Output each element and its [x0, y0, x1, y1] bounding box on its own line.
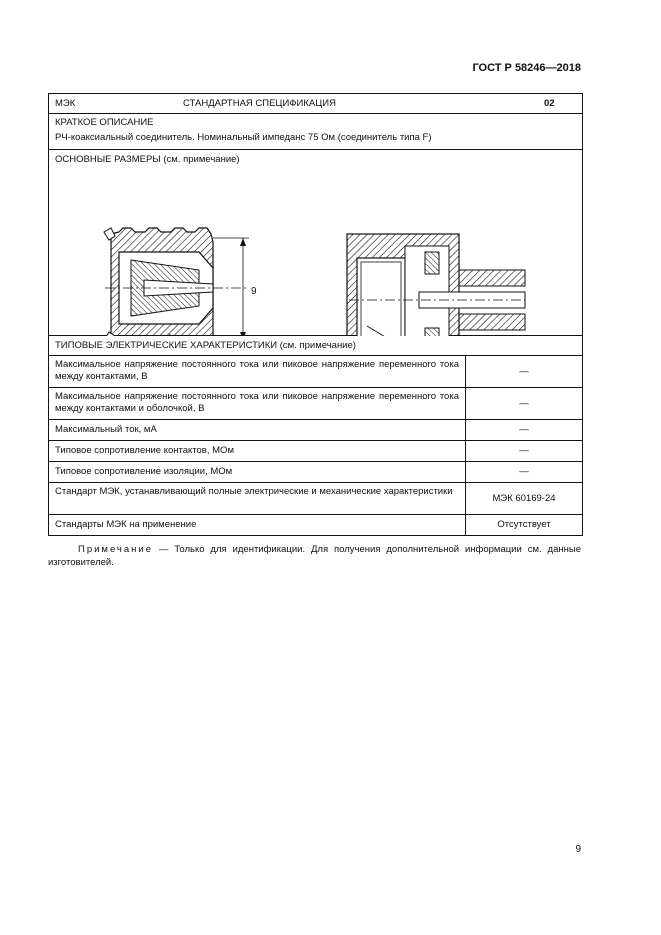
dimensions-title: ОСНОВНЫЕ РАЗМЕРЫ (см. примечание): [55, 154, 240, 165]
table-row: [49, 515, 582, 535]
note-text: — Только для идентификации. Для получения дополнительной информации см. данные изготовителей.: [48, 544, 581, 568]
row-value: —: [519, 397, 529, 409]
table-row: [49, 462, 582, 483]
note-paragraph: [48, 543, 581, 569]
brief-description-section: [49, 114, 582, 150]
row-label: Максимальное напряжение постоянного тока или пиковое напряжение переменного тока между контактами и оболочкой, В: [49, 388, 466, 419]
row-label: Стандарты МЭК на применение: [49, 515, 466, 535]
spec-number: 02: [544, 97, 555, 109]
spec-title: СТАНДАРТНАЯ СПЕЦИФИКАЦИЯ: [183, 97, 336, 109]
brief-description-text: РЧ-коаксиальный соединитель. Номинальный импеданс 75 Ом (соединитель типа F): [55, 132, 432, 143]
spec-header-row: [49, 94, 582, 114]
row-value: МЭК 60169-24: [492, 492, 556, 504]
connector-drawing: [49, 150, 580, 336]
male-connector-figure: [104, 228, 289, 336]
female-connector-figure: [347, 234, 525, 336]
spec-table: [48, 93, 583, 536]
row-label: Стандарт МЭК, устанавливающий полные электрические и механические характеристики: [49, 483, 466, 514]
dimensions-section: [49, 150, 582, 336]
row-label: Типовое сопротивление контактов, МОм: [49, 441, 466, 461]
page-number: 9: [575, 844, 581, 855]
spec-org: МЭК: [55, 97, 76, 109]
row-label: Типовое сопротивление изоляции, МОм: [49, 462, 466, 482]
row-value: Отсутствует: [497, 519, 551, 530]
table-row: [49, 441, 582, 462]
dimension-value: 9: [251, 286, 257, 297]
table-row: [49, 388, 582, 420]
electrical-characteristics-title: ТИПОВЫЕ ЭЛЕКТРИЧЕСКИЕ ХАРАКТЕРИСТИКИ (см. примечание): [49, 336, 582, 356]
table-row: [49, 483, 582, 515]
row-label: Максимальный ток, мА: [49, 420, 466, 440]
row-value: —: [519, 365, 529, 377]
note-label: Примечание: [78, 544, 153, 555]
document-code: ГОСТ Р 58246—2018: [472, 62, 581, 74]
row-value: —: [519, 424, 529, 435]
brief-description-title: КРАТКОЕ ОПИСАНИЕ: [55, 117, 154, 128]
table-row: [49, 356, 582, 388]
table-row: [49, 420, 582, 441]
row-value: —: [519, 466, 529, 477]
row-value: —: [519, 445, 529, 456]
row-label: Максимальное напряжение постоянного тока или пиковое напряжение переменного тока между контактами, В: [49, 356, 466, 387]
